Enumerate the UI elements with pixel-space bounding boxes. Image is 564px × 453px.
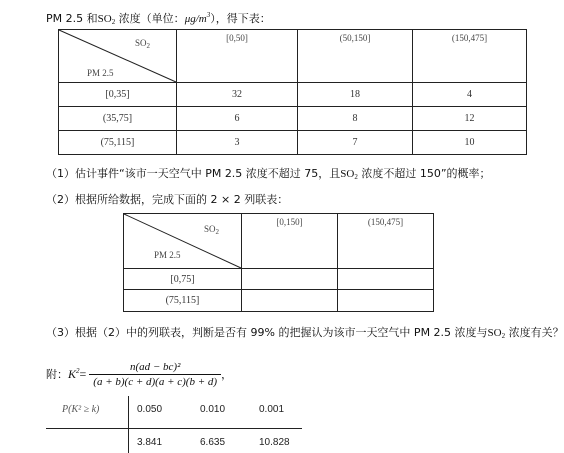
- table-cell-empty: [242, 290, 338, 312]
- fraction-denominator: (a + b)(c + d)(a + c)(b + d): [93, 375, 218, 388]
- p-value: 0.050: [137, 404, 163, 415]
- column-header: (150,475]: [413, 30, 527, 83]
- table-row: [59, 107, 527, 131]
- diagonal-header-cell: [59, 30, 177, 83]
- diagonal-header-pm25: PM 2.5: [154, 250, 181, 260]
- question-3-text-a: （3）根据（2）中的列联表，判断是否有 99% 的把握认为该市一天空气中 PM 2.5 浓度与: [46, 326, 488, 339]
- chi-square-fraction: [89, 361, 221, 388]
- appendix-label: 附：: [46, 368, 68, 381]
- k-value: 3.841: [137, 437, 163, 448]
- question-1-text-b: 浓度不超过 150”的概率；: [357, 167, 491, 180]
- question-1-so2: $SO_2$: [340, 168, 358, 181]
- intro-so2: $SO_2$: [97, 13, 116, 26]
- question-3: [46, 326, 564, 343]
- table-cell: 4: [413, 83, 527, 107]
- row-header: [0,75]: [124, 269, 242, 290]
- k-squared: $K^2$: [68, 366, 80, 381]
- diagonal-header-so2: $SO_2$: [203, 224, 219, 236]
- table-cell: 3: [177, 131, 298, 155]
- table-cell-empty: [338, 269, 434, 290]
- column-header: (50,150]: [298, 30, 413, 83]
- diagonal-header-cell: [124, 214, 242, 269]
- table-cell: 7: [298, 131, 413, 155]
- equals-sign: =: [79, 366, 87, 381]
- table-cell-empty: [242, 269, 338, 290]
- table-cell: 8: [298, 107, 413, 131]
- fraction-numerator: n(ad − bc)²: [89, 361, 221, 375]
- intro-suffix: ），得下表：: [210, 12, 271, 25]
- intro-unit: $\mu g/m^3$: [184, 11, 211, 25]
- intro-prefix: PM 2.5 和: [46, 12, 98, 25]
- table-cell-empty: [338, 290, 434, 312]
- column-header: [0,50]: [177, 30, 298, 83]
- table-cell: 6: [177, 107, 298, 131]
- p-value: 0.001: [259, 404, 285, 415]
- p-value: 0.010: [200, 404, 226, 415]
- question-3-text-b: 浓度有关？: [505, 326, 564, 339]
- table-cell: 32: [177, 83, 298, 107]
- table-row: [124, 290, 434, 312]
- question-3-so2: $SO_2$: [487, 327, 506, 340]
- diagonal-header-so2: $SO_2$: [134, 38, 150, 50]
- column-header: (150,475]: [338, 214, 434, 269]
- column-header: [0,150]: [242, 214, 338, 269]
- question-2: [46, 193, 288, 207]
- diagonal-header-pm25: PM 2.5: [87, 68, 114, 78]
- table-cell: 12: [413, 107, 527, 131]
- row-header: (35,75]: [59, 107, 177, 131]
- appendix-formula: [46, 357, 232, 391]
- table-row: [124, 269, 434, 290]
- contingency-table-3x3: [58, 29, 527, 155]
- row-header: (75,115]: [124, 290, 242, 312]
- row-header: (75,115]: [59, 131, 177, 155]
- contingency-table-2x2: [123, 213, 434, 312]
- table-cell: 10: [413, 131, 527, 155]
- question-2-text: （2）根据所给数据，完成下面的 2 × 2 列联表：: [46, 193, 289, 206]
- row-header: [0,35]: [59, 83, 177, 107]
- intro-line: [46, 8, 271, 29]
- diagonal-line: [59, 30, 176, 82]
- question-1-text-a: （1）估计事件“该市一天空气中 PM 2.5 浓度不超过 75，且: [46, 167, 341, 180]
- k-table-vertical-rule: [128, 396, 129, 453]
- question-1: [46, 167, 491, 184]
- k-table-horizontal-rule: [46, 428, 302, 429]
- diagonal-line: [124, 214, 241, 268]
- formula-comma: ，: [221, 368, 233, 381]
- table-row: [59, 83, 527, 107]
- k-value: 6.635: [200, 437, 226, 448]
- intro-mid: 浓度（单位：: [115, 12, 185, 25]
- table-cell: 18: [298, 83, 413, 107]
- k-table-row-label: P(K² ≥ k): [62, 404, 100, 415]
- table-row: [59, 131, 527, 155]
- k-value: 10.828: [259, 437, 290, 448]
